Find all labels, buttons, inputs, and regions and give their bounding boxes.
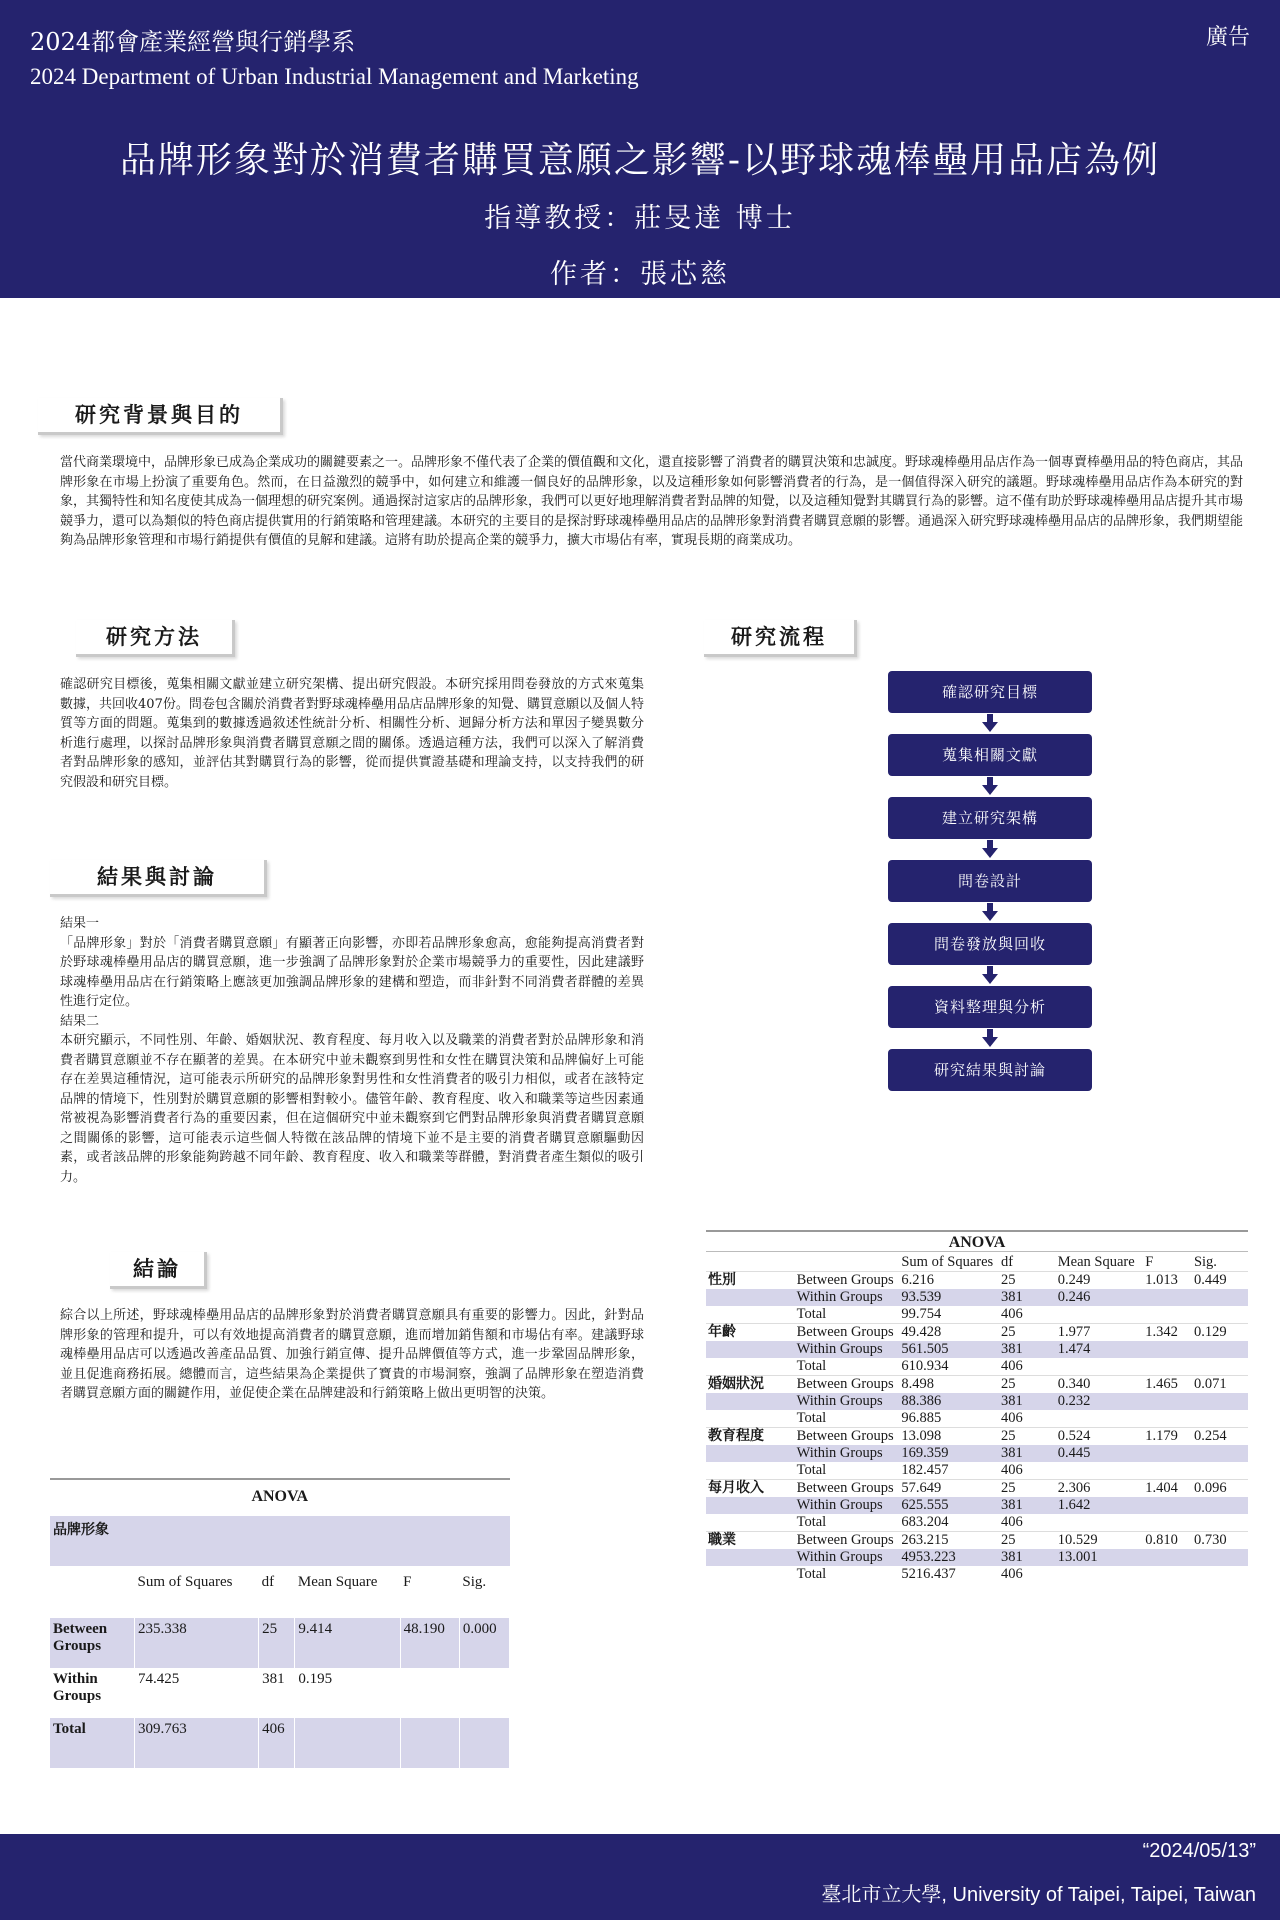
table-cell: 0.071 <box>1192 1376 1248 1394</box>
table-cell: 0.730 <box>1192 1532 1248 1550</box>
table-cell <box>1143 1497 1192 1514</box>
group-label: 每月收入 <box>706 1480 795 1498</box>
table-cell <box>1192 1393 1248 1410</box>
table-cell <box>706 1341 795 1358</box>
table-cell <box>1056 1462 1143 1480</box>
table-cell: 0.340 <box>1056 1376 1143 1394</box>
table-row <box>706 1410 1248 1428</box>
flow-step: 資料整理與分析 <box>888 986 1092 1028</box>
column-header: F <box>1143 1252 1192 1272</box>
column-header <box>50 1566 135 1618</box>
row-label: Within Groups <box>795 1341 900 1358</box>
anova-caption: ANOVA <box>50 1479 510 1516</box>
table-row <box>706 1358 1248 1376</box>
row-label: Total <box>796 1306 827 1322</box>
table-row <box>706 1532 1248 1550</box>
row-label: Between Groups <box>795 1532 900 1550</box>
table-cell <box>706 1289 795 1306</box>
table-cell <box>1192 1514 1248 1532</box>
ad-label: 廣告 <box>1205 25 1250 50</box>
table-cell <box>1143 1566 1192 1583</box>
row-label: Total <box>796 1566 827 1582</box>
table-cell: 683.204 <box>901 1514 949 1530</box>
table-cell <box>1056 1358 1143 1376</box>
column-header: Mean Square <box>1056 1252 1143 1272</box>
table-cell <box>706 1462 795 1480</box>
column-header: df <box>999 1252 1056 1272</box>
table-cell <box>295 1718 400 1768</box>
flow-step: 問卷設計 <box>888 860 1092 902</box>
background-text: 當代商業環境中，品牌形象已成為企業成功的關鍵要素之一。品牌形象不僅代表了企業的價值觀和文化，還直接影響了消費者的購買決策和忠誠度。野球魂棒壘用品店作為一個專賣棒壘用品的特色商店，其品牌形象在市場上扮演了重要角色。然而，在日益激烈的競爭中，如何建立和維護一個良好的品牌形象，以及這種形象如何影響消費者的行為，是一個值得深入研究的議題。野球魂棒壘用品店作為本研究的對象，其獨特性和知名度使其成為一個理想的研究案例。通過探討這家店的品牌形象，我們可以更好地理解消費者對品牌的知覺，以及這種知覺對其購買行為的影響。這不僅有助於野球魂棒壘用品店提升其市場競爭力，還可以為類似的特色商店提供實用的行銷策略和管理建議。本研究的主要目的是探討野球魂棒壘用品店的品牌形象對消費者購買意願的影響。通過深入研究野球魂棒壘用品店的品牌形象，我們期望能夠為品牌形象管理和市場行銷提供有價值的見解和建議。這將有助於提高企業的競爭力，擴大市場佔有率，實現長期的商業成功。 <box>60 455 1244 548</box>
table-cell <box>1143 1289 1192 1306</box>
table-cell: 381 <box>999 1393 1056 1410</box>
row-label: Within Groups <box>795 1393 900 1410</box>
table-cell: 9.414 <box>295 1618 400 1668</box>
flow-heading: 研究流程 <box>704 620 857 657</box>
table-row <box>706 1289 1248 1306</box>
row-label: Within Groups <box>50 1668 135 1718</box>
table-row <box>706 1324 1248 1342</box>
flow-arrow-icon <box>981 840 999 858</box>
table-cell <box>706 1445 795 1462</box>
flow-step: 研究結果與討論 <box>888 1049 1092 1091</box>
flow-arrow-icon <box>981 1029 999 1047</box>
table-cell: 48.190 <box>400 1618 459 1668</box>
table-cell: 263.215 <box>899 1532 999 1550</box>
conclusion-heading: 結論 <box>110 1252 207 1289</box>
table-cell: 10.529 <box>1056 1532 1143 1550</box>
row-label: Total <box>796 1514 827 1530</box>
table-cell <box>1143 1393 1192 1410</box>
background-heading: 研究背景與目的 <box>38 398 283 435</box>
row-label: Within Groups <box>795 1445 900 1462</box>
flow-arrow-icon <box>981 714 999 732</box>
table-cell <box>706 1549 795 1566</box>
table-cell <box>1192 1566 1248 1583</box>
flow-step: 建立研究架構 <box>888 797 1092 839</box>
flow-arrow-icon <box>981 903 999 921</box>
table-cell: 2.306 <box>1056 1480 1143 1498</box>
table-row <box>50 1618 510 1668</box>
results-text <box>60 914 644 1187</box>
row-label: Between Groups <box>795 1428 900 1446</box>
department-name-zh: 2024都會產業經營與行銷學系 <box>30 28 356 56</box>
department-name-en: 2024 Department of Urban Industrial Management and Marketing <box>30 64 639 89</box>
table-cell <box>706 1393 795 1410</box>
group-label: 教育程度 <box>706 1428 795 1446</box>
row-label: Within Groups <box>795 1497 900 1514</box>
column-header: Sum of Squares <box>899 1252 999 1272</box>
table-row <box>706 1549 1248 1566</box>
table-cell: 0.129 <box>1192 1324 1248 1342</box>
group-label: 婚姻狀況 <box>706 1376 795 1394</box>
table-cell <box>1192 1445 1248 1462</box>
table-row <box>50 1718 510 1768</box>
flow-arrow-icon <box>981 777 999 795</box>
flow-step: 蒐集相關文獻 <box>888 734 1092 776</box>
table-cell: 381 <box>259 1668 295 1718</box>
table-cell: 182.457 <box>901 1462 949 1478</box>
table-cell: 406 <box>1001 1462 1023 1478</box>
table-cell: 0.249 <box>1056 1272 1143 1290</box>
table-cell: 0.232 <box>1056 1393 1143 1410</box>
table-row <box>706 1480 1248 1498</box>
table-cell <box>1143 1462 1192 1480</box>
column-header: Sig. <box>462 1574 487 1590</box>
table-cell <box>400 1668 459 1718</box>
row-label: Within Groups <box>795 1289 900 1306</box>
table-row <box>706 1272 1248 1290</box>
table-cell <box>1143 1358 1192 1376</box>
table-cell: 381 <box>999 1445 1056 1462</box>
table-cell <box>706 1497 795 1514</box>
result-one-label: 結果一 <box>60 916 100 931</box>
table-row <box>706 1497 1248 1514</box>
conclusion-text: 綜合以上所述，野球魂棒壘用品店的品牌形象對於消費者購買意願具有重要的影響力。因此，針對品牌形象的管理和提升，可以有效地提高消費者的購買意願，進而增加銷售額和市場佔有率。建議野球魂棒壘用品店可以透過改善產品品質、加強行銷宣傳、提升品牌價值等方式，進一步鞏固品牌形象，並且促進商務拓展。總體而言，這些結果為企業提供了寶貴的市場洞察，強調了品牌形象在塑造消費者購買意願方面的關鍵作用，並促使企業在品牌建設和行銷策略上做出更明智的決策。 <box>60 1308 644 1401</box>
table-cell: 169.359 <box>899 1445 999 1462</box>
table-cell: 96.885 <box>901 1410 942 1426</box>
table-cell: 25 <box>999 1428 1056 1446</box>
row-label: Between Groups <box>795 1480 900 1498</box>
table-cell <box>1143 1306 1192 1324</box>
table-cell: 0.445 <box>1056 1445 1143 1462</box>
table-cell: 1.977 <box>1056 1324 1143 1342</box>
group-label: 性別 <box>706 1272 795 1290</box>
table-cell: 25 <box>999 1376 1056 1394</box>
row-label: Between Groups <box>795 1324 900 1342</box>
table-cell: 1.642 <box>1056 1497 1143 1514</box>
table-cell: 0.000 <box>459 1618 509 1668</box>
result-one-text: 「品牌形象」對於「消費者購買意願」有顯著正向影響，亦即若品牌形象愈高，愈能夠提高消費者對於野球魂棒壘用品店的購買意願，進一步強調了品牌形象對於企業市場競爭力的重要性，因此建議野球魂棒壘用品店在行銷策略上應該更加強調品牌形象的建構和塑造，而非針對不同消費者群體的差異性進行定位。 <box>60 935 644 1009</box>
table-cell <box>706 1358 795 1376</box>
table-cell: 0.096 <box>1192 1480 1248 1498</box>
flow-arrow-icon <box>981 966 999 984</box>
column-header <box>706 1252 795 1272</box>
advisor-name: 指導教授：莊旻達 博士 <box>484 203 796 234</box>
dependent-variable-label: 品牌形象 <box>50 1516 510 1566</box>
table-cell: 406 <box>259 1718 295 1768</box>
group-label: 年齡 <box>706 1324 795 1342</box>
poster-header <box>0 0 1280 298</box>
column-header <box>795 1252 900 1272</box>
table-cell: 610.934 <box>901 1358 949 1374</box>
row-label: Total <box>50 1718 135 1768</box>
table-cell: 25 <box>999 1324 1056 1342</box>
table-cell <box>1192 1497 1248 1514</box>
table-cell <box>1192 1358 1248 1376</box>
table-cell: 13.098 <box>899 1428 999 1446</box>
column-header: Sig. <box>1192 1252 1248 1272</box>
table-row <box>50 1668 510 1718</box>
table-cell: 25 <box>259 1618 295 1668</box>
row-label: Between Groups <box>795 1272 900 1290</box>
table-cell <box>1192 1549 1248 1566</box>
row-label: Between Groups <box>50 1618 135 1668</box>
table-cell: 4953.223 <box>899 1549 999 1566</box>
table-cell: 8.498 <box>899 1376 999 1394</box>
table-cell: 625.555 <box>899 1497 999 1514</box>
poster-title: 品牌形象對於消費者購買意願之影響-以野球魂棒壘用品店為例 <box>119 140 1161 181</box>
table-cell <box>459 1718 509 1768</box>
table-cell: 0.524 <box>1056 1428 1143 1446</box>
column-header: Mean Square <box>297 1574 378 1590</box>
table-row <box>706 1514 1248 1532</box>
table-cell: 1.013 <box>1143 1272 1192 1290</box>
result-two-text: 本研究顯示，不同性別、年齡、婚姻狀況、教育程度、每月收入以及職業的消費者對於品牌形象和消費者購買意願並不存在顯著的差異。在本研究中並未觀察到男性和女性在購買決策和品牌偏好上可能存在差異這種情況，這可能表示所研究的品牌形象對男性和女性消費者的吸引力相似，或者在該特定品牌的情境下，性別對於購買意願的影響相對較小。儘管年齡、教育程度、收入和職業等這些因素通常被視為影響消費者行為的重要因素，但在這個研究中並未觀察到它們對品牌形象與消費者購買意願之間關係的影響，這可能表示這些個人特徵在該品牌的情境下並不是主要的消費者購買意願驅動因素，或者該品牌的形象能夠跨越不同年齡、教育程度、收入和職業等群體，對消費者產生類似的吸引力。 <box>60 1033 644 1185</box>
group-label: 職業 <box>706 1532 795 1550</box>
table-cell <box>1056 1410 1143 1428</box>
table-cell: 0.246 <box>1056 1289 1143 1306</box>
table-cell: 74.425 <box>135 1668 259 1718</box>
table-cell: 1.342 <box>1143 1324 1192 1342</box>
table-cell: 88.386 <box>899 1393 999 1410</box>
table-cell <box>1192 1289 1248 1306</box>
anova-caption: ANOVA <box>706 1231 1248 1252</box>
table-cell <box>1192 1462 1248 1480</box>
table-cell <box>1143 1514 1192 1532</box>
table-cell: 99.754 <box>901 1306 942 1322</box>
table-cell: 0.449 <box>1192 1272 1248 1290</box>
table-cell: 381 <box>999 1341 1056 1358</box>
table-row <box>706 1376 1248 1394</box>
table-cell <box>1143 1445 1192 1462</box>
table-cell: 1.474 <box>1056 1341 1143 1358</box>
table-cell: 381 <box>999 1549 1056 1566</box>
method-heading: 研究方法 <box>76 620 235 657</box>
table-cell: 49.428 <box>899 1324 999 1342</box>
table-cell: 5216.437 <box>901 1566 956 1582</box>
table-row <box>706 1428 1248 1446</box>
column-header: F <box>403 1574 412 1590</box>
table-row <box>706 1341 1248 1358</box>
table-cell: 0.254 <box>1192 1428 1248 1446</box>
table-cell <box>706 1306 795 1324</box>
table-cell: 406 <box>1001 1514 1023 1530</box>
table-cell <box>459 1668 509 1718</box>
table-cell: 0.195 <box>295 1668 400 1718</box>
anova-table-demographics <box>706 1230 1248 1583</box>
table-cell <box>1056 1566 1143 1583</box>
row-label: Total <box>796 1462 827 1478</box>
table-cell: 381 <box>999 1289 1056 1306</box>
table-row <box>706 1462 1248 1480</box>
row-label: Between Groups <box>795 1376 900 1394</box>
table-cell <box>1192 1341 1248 1358</box>
table-row <box>706 1445 1248 1462</box>
table-cell: 25 <box>999 1532 1056 1550</box>
column-header: df <box>261 1574 275 1590</box>
university-name: 臺北市立大學, University of Taipei, Taipei, Taiwan <box>821 1884 1256 1906</box>
row-label: Total <box>796 1410 827 1426</box>
table-row <box>706 1393 1248 1410</box>
table-cell: 0.810 <box>1143 1532 1192 1550</box>
row-label: Within Groups <box>795 1549 900 1566</box>
table-row <box>706 1306 1248 1324</box>
table-cell: 1.404 <box>1143 1480 1192 1498</box>
table-cell: 309.763 <box>135 1718 259 1768</box>
table-cell: 13.001 <box>1056 1549 1143 1566</box>
table-cell: 25 <box>999 1480 1056 1498</box>
results-heading: 結果與討論 <box>50 860 267 897</box>
table-cell: 1.179 <box>1143 1428 1192 1446</box>
table-cell: 406 <box>1001 1306 1023 1322</box>
table-cell: 381 <box>999 1497 1056 1514</box>
row-label: Total <box>796 1358 827 1374</box>
table-cell <box>1143 1549 1192 1566</box>
table-cell <box>1192 1410 1248 1428</box>
column-header: Sum of Squares <box>137 1574 233 1590</box>
table-row <box>706 1566 1248 1583</box>
table-cell: 561.505 <box>899 1341 999 1358</box>
table-cell <box>1056 1514 1143 1532</box>
anova-table-brand-image <box>50 1478 510 1768</box>
table-cell <box>706 1566 795 1583</box>
table-cell <box>706 1514 795 1532</box>
table-cell <box>1143 1341 1192 1358</box>
table-cell: 6.216 <box>899 1272 999 1290</box>
table-cell: 406 <box>1001 1410 1023 1426</box>
flow-step: 確認研究目標 <box>888 671 1092 713</box>
table-cell <box>706 1410 795 1428</box>
table-cell <box>400 1718 459 1768</box>
table-cell: 57.649 <box>899 1480 999 1498</box>
result-two-label: 結果二 <box>60 1013 100 1029</box>
flow-step: 問卷發放與回收 <box>888 923 1092 965</box>
table-cell: 406 <box>1001 1358 1023 1374</box>
table-cell: 1.465 <box>1143 1376 1192 1394</box>
table-cell <box>1143 1410 1192 1428</box>
table-cell: 235.338 <box>135 1618 259 1668</box>
table-cell <box>1192 1306 1248 1324</box>
table-cell: 25 <box>999 1272 1056 1290</box>
author-name: 作者：張芯慈 <box>550 259 730 290</box>
table-cell: 93.539 <box>899 1289 999 1306</box>
table-cell <box>1056 1306 1143 1324</box>
poster-date: “2024/05/13” <box>1142 1840 1256 1862</box>
poster-footer <box>0 1834 1280 1920</box>
table-cell: 406 <box>1001 1566 1023 1582</box>
method-text: 確認研究目標後，蒐集相關文獻並建立研究架構、提出研究假設。本研究採用問卷發放的方式來蒐集數據，共回收407份。問卷包含關於消費者對野球魂棒壘用品店品牌形象的知覺、購買意願以及個人特質等方面的問題。蒐集到的數據透過敘述性統計分析、相關性分析、迴歸分析方法和單因子變異數分析進行處理，以探討品牌形象與消費者購買意願之間的關係。透過這種方法，我們可以深入了解消費者對品牌形象的感知，並評估其對購買行為的影響，從而提供實證基礎和理論支持，以支持我們的研究假設和研究目標。 <box>60 677 644 790</box>
